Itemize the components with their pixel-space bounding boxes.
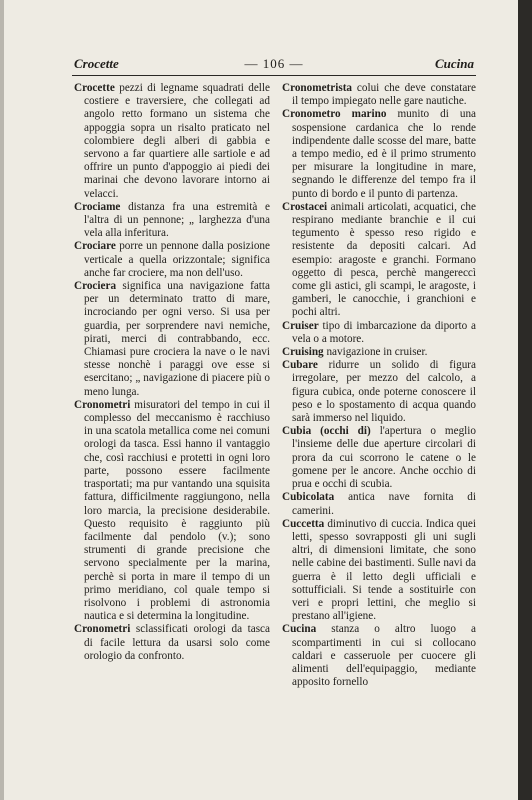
page-number: — 106 — — [244, 56, 304, 71]
dictionary-entry — [282, 425, 476, 491]
running-header — [74, 56, 474, 74]
entry-term: Cubicolata — [282, 491, 335, 504]
left-column — [74, 82, 270, 663]
dictionary-entry — [282, 320, 476, 346]
entry-term: Crostacei — [282, 200, 328, 213]
dictionary-entry — [282, 201, 476, 320]
entry-definition: munito di una sospensione cardanica che lo rende indipendente dalle scosse del mare, batte a tempo medio, ed è il primo strumento per misurare la longitudine in mare, segnando le differenze del tempo fra il punto di bordo e il punto di partenza. — [292, 108, 477, 200]
entry-definition: significa una navigazione fatta per un determinato tratto di mare, incrociando per ogni verso. Si usa per guardia, per sorprendere navi nemiche, pirati, merci di contrabbando, ecc. Chiamasi pure crociera la nave o le navi stesse nonchè i paraggi ove esse si esercitano; „ navigazione di piacere più o meno lunga. — [84, 280, 270, 398]
entry-definition: stanza o altro luogo a scompartimenti in cui si collocano caldari e casseruole per cuocere gli alimenti dell'equipaggio, mediante apposito fornello — [292, 623, 476, 689]
entry-definition: misuratori del tempo in cui il complesso del meccanismo è racchiuso in una scatola metallica come nei comuni orologi da tasca. Essi hanno il vantaggio che, così racchiusi e protetti in ogni loro parte, possono essere facilmente trasportati; ma pur vantando una squisita fattura, difficilmente raggiungono, nella loro marcia, la precisione desiderabile. Questo requisito è raggiunto più facilmente dal pendolo (v.); sono strumenti di grande precisione che servono specialmente per la marina, perchè si porta in mare il tempo di un primo meridiano, col quale tempo si risolvono i problemi di astronomia nautica e si determina la longitudine. — [84, 398, 270, 623]
entry-term: Cruiser — [282, 319, 319, 332]
entry-definition: animali articolati, acquatici, che respirano mediante branchie e il cui tegumento è spesso reso rigido e resistente da depositi calcari. Ad esempio: aragoste e granchi. Formano oggetto di pesca, perchè mangereccì come gli astici, gli scampi, le aragoste, i gamberi, le canocchie, i granchioni e pochi altri. — [292, 200, 476, 319]
dictionary-entry — [74, 280, 270, 399]
dictionary-entry — [282, 82, 476, 108]
dictionary-entry — [282, 518, 476, 624]
entry-term: Cucina — [282, 623, 317, 636]
entry-definition: porre un pennone dalla posizione verticale a quella orizzontale; significa anche far crociere, ma non dell'uso. — [84, 240, 270, 279]
entry-term: Cuccetta — [282, 517, 325, 530]
entry-definition: antica nave fornita di camerini. — [292, 491, 476, 517]
entry-definition: navigazione in cruiser. — [323, 346, 428, 359]
entry-term: Crociame — [74, 200, 121, 213]
entry-definition: l'apertura o meglio l'insieme delle due aperture circolari di prora da cui scorrono le catene o le gomene per le ancore. Anche occhio di prua e occhi di scubia. — [292, 425, 476, 491]
entry-definition: ridurre un solido di figura irregolare, per mezzo del calcolo, a figura cubica, onde poterne conoscere il peso e lo spostamento di acqua quando sarà immerso nel liquido. — [292, 359, 476, 425]
entry-term: Cronometro marino — [282, 108, 387, 121]
dictionary-entry — [282, 623, 476, 689]
entry-definition: diminutivo di cuccia. Indica quei letti, spesso sovrapposti gli uni sugli altri, di dimensioni limitate, che sono nelle cabine dei bastimenti. Sulle navi da guerra è il letto degli ufficiali e sottufficiali. Si tende a sostituirle con veri e propri lettini, che meglio si prestano all'igiene. — [292, 517, 476, 623]
header-last-term: Cucina — [434, 56, 474, 71]
entry-term: Crociera — [74, 280, 117, 293]
right-column — [282, 82, 476, 689]
dictionary-entry — [282, 491, 476, 517]
entry-term: Cronometri — [74, 623, 131, 636]
entry-definition: distanza fra una estremità e l'altra di un pennone; „ larghezza d'una vela alla inferitura. — [84, 200, 270, 240]
dictionary-entry — [74, 623, 270, 663]
dictionary-entry — [74, 399, 270, 623]
dictionary-entry — [282, 359, 476, 425]
entry-definition: sclassificati orologi da tasca di facile lettura da usarsi solo come orologio da confronto. — [84, 623, 270, 662]
entry-term: Crocette — [74, 82, 115, 94]
entry-definition: colui che deve constatare il tempo impiegato nelle gare nautiche. — [292, 82, 476, 108]
header-first-term: Crocette — [74, 56, 119, 71]
entry-term: Cubia (occhi di) — [282, 425, 371, 438]
header-rule — [72, 75, 476, 76]
entry-term: Cronometri — [74, 398, 131, 411]
entry-term: Cruising — [282, 346, 324, 359]
dictionary-entry — [282, 346, 476, 359]
entry-term: Cubare — [282, 359, 318, 372]
dictionary-entry — [74, 240, 270, 280]
dictionary-entry — [282, 108, 476, 200]
dictionary-entry — [74, 82, 270, 201]
entry-term: Crociare — [74, 240, 116, 253]
entry-definition: pezzi di legname squadrati delle costiere e traversiere, che collegati ad angolo retto formano un sistema che appoggia sopra un risalto praticato nel colombiere degli alberi di gabbia e servono a far quartiere alle sartiole e ad offrire un punto d'appoggio ai piedi dei marinai che devono lavorare intorno ai velacci. — [84, 82, 270, 200]
entry-definition: tipo di imbarcazione da diporto a vela o a motore. — [292, 319, 476, 345]
entry-term: Cronometrista — [282, 82, 353, 94]
dictionary-entry — [74, 201, 270, 241]
